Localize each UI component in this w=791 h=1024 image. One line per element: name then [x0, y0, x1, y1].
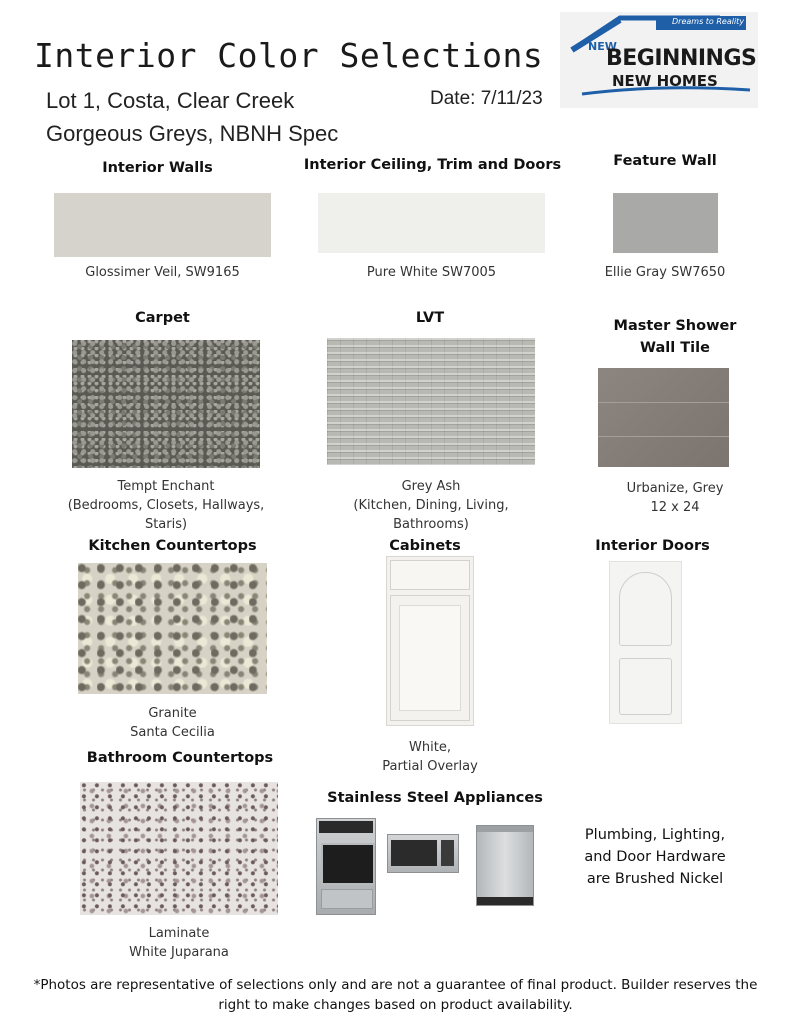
logo-tagline: Dreams to Reality [672, 17, 745, 26]
shower-heading-2: Wall Tile [640, 340, 710, 356]
interior-walls-caption: Glossimer Veil, SW9165 [85, 265, 240, 280]
appliances-heading: Stainless Steel Appliances [327, 790, 543, 806]
dishwasher-appliance [476, 825, 534, 906]
shower-tile-sample [598, 368, 729, 467]
page-title: Interior Color Selections [34, 36, 544, 75]
logo-beginnings: BEGINNINGS [606, 46, 757, 71]
disclaimer-line-1: *Photos are representative of selections only and are not a guarantee of final product. Builder reserves the [33, 977, 758, 993]
ceiling-swatch [318, 193, 545, 253]
kitchen-counters-heading: Kitchen Countertops [88, 538, 257, 554]
shower-caption-2: 12 x 24 [650, 500, 700, 515]
carpet-caption-1: Tempt Enchant [117, 479, 215, 494]
logo-new: NEW [588, 40, 617, 53]
range-appliance [316, 818, 376, 915]
kitchen-counters-caption-2: Santa Cecilia [130, 725, 215, 740]
hardware-note [575, 824, 735, 890]
laminate-sample [80, 782, 278, 915]
lvt-caption-2: (Kitchen, Dining, Living, [353, 498, 509, 513]
date-label: Date: 7/11/23 [430, 88, 543, 109]
hardware-line-3: are Brushed Nickel [586, 871, 724, 887]
lvt-heading: LVT [415, 310, 445, 326]
carpet-sample [72, 340, 260, 468]
interior-door-sample [609, 561, 682, 724]
ceiling-heading: Interior Ceiling, Trim and Doors [303, 157, 562, 173]
disclaimer [30, 975, 761, 1015]
cabinet-sample [386, 556, 474, 726]
kitchen-counters-caption-1: Granite [148, 706, 197, 721]
carpet-caption-2: (Bedrooms, Closets, Hallways, [67, 498, 265, 513]
granite-sample [78, 563, 267, 694]
feature-wall-caption: Ellie Gray SW7650 [604, 265, 726, 280]
shower-heading-1: Master Shower [613, 318, 737, 334]
interior-doors-heading: Interior Doors [595, 538, 710, 554]
shower-caption-1: Urbanize, Grey [626, 481, 724, 496]
lvt-caption-1: Grey Ash [401, 479, 461, 494]
carpet-heading: Carpet [135, 310, 190, 326]
bath-counters-heading: Bathroom Countertops [86, 750, 274, 766]
bath-counters-caption-2: White Juparana [129, 945, 229, 960]
lot-info: Lot 1, Costa, Clear Creek [46, 88, 295, 113]
feature-wall-heading: Feature Wall [613, 153, 717, 169]
interior-walls-swatch [54, 193, 271, 257]
lvt-sample [327, 338, 535, 465]
company-logo [560, 12, 758, 108]
bath-counters-caption-1: Laminate [148, 926, 210, 941]
carpet-caption-3: Staris) [144, 517, 188, 532]
logo-new-homes: NEW HOMES [612, 72, 718, 90]
cabinets-heading: Cabinets [389, 538, 461, 554]
lvt-caption-3: Bathrooms) [393, 517, 469, 532]
interior-walls-heading: Interior Walls [102, 160, 213, 176]
ceiling-caption: Pure White SW7005 [366, 265, 497, 280]
cabinets-caption-1: White, [409, 740, 451, 755]
microwave-appliance [387, 834, 459, 873]
feature-wall-swatch [613, 193, 718, 253]
hardware-line-1: Plumbing, Lighting, [584, 827, 726, 843]
disclaimer-line-2: right to make changes based on product availability. [218, 997, 573, 1013]
cabinets-caption-2: Partial Overlay [382, 759, 478, 774]
scheme-info: Gorgeous Greys, NBNH Spec [46, 121, 339, 146]
hardware-line-2: and Door Hardware [584, 849, 726, 865]
